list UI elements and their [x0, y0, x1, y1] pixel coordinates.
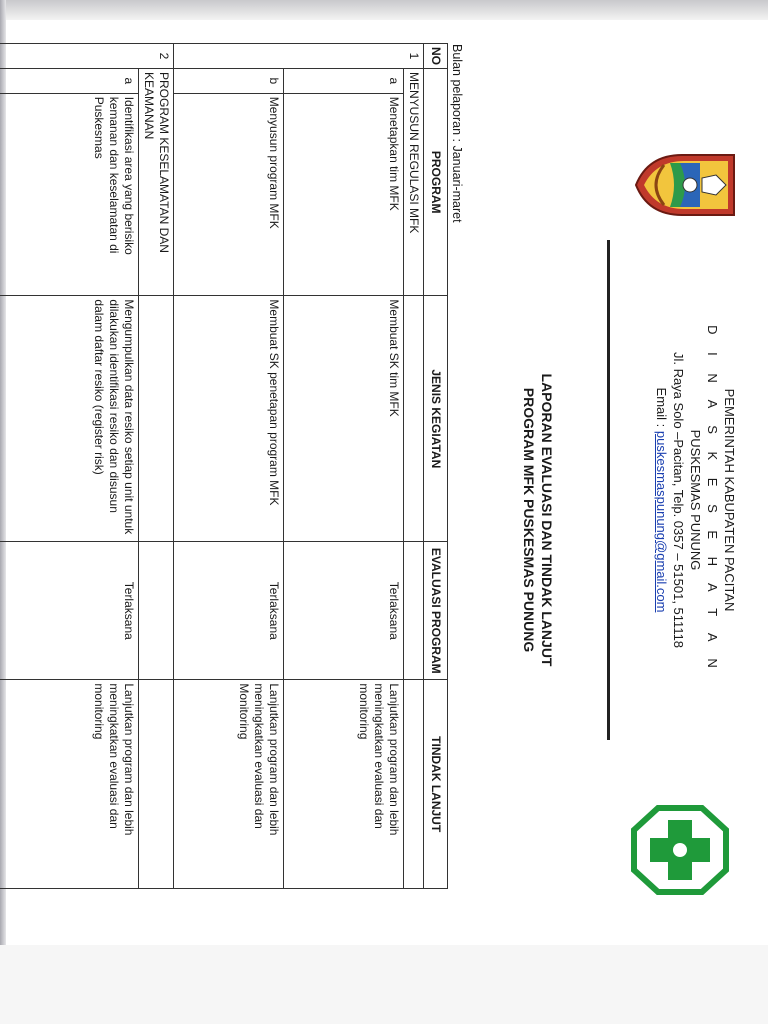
item-kegiatan: Mengumpulkan data resiko setiap unit untuk dilakukan identifikasi resiko dan disusun dalam daftar resiko (register risk) — [0, 296, 139, 542]
table-row — [0, 44, 139, 889]
section-row — [404, 44, 424, 889]
table-cell — [139, 680, 174, 889]
evaluation-table — [0, 43, 448, 889]
section-number: 2 — [0, 44, 174, 69]
item-tindak-lanjut: Lanjutkan program dan lebih meningkatkan evaluasi dan Monitoring — [174, 680, 284, 889]
puskesmas-green-cross-logo-icon — [630, 804, 730, 896]
col-header-no: NO — [424, 44, 448, 69]
section-title: PROGRAM KESELAMATAN DAN KEAMANAN — [139, 69, 174, 296]
item-program: Identifikasi area yang berisiko kemanan dan keselamatan di Puskesmas — [0, 93, 139, 296]
item-kegiatan: Membuat SK penetapan program MFK — [174, 296, 284, 542]
letterhead-email-row — [653, 240, 670, 760]
item-letter: a — [284, 69, 404, 94]
table-cell — [139, 296, 174, 542]
section-row — [139, 44, 174, 889]
col-header-evaluasi: EVALUASI PROGRAM — [424, 542, 448, 680]
table-row — [174, 44, 284, 889]
email-link[interactable]: puskesmaspunung@gmail.com — [654, 430, 669, 613]
letterhead-address: Jl. Raya Solo –Pacitan, Telp. 0357 – 51501, 511118 — [671, 351, 686, 649]
col-header-kegiatan: JENIS KEGIATAN — [424, 296, 448, 542]
table-cell — [139, 542, 174, 680]
col-header-program: PROGRAM — [424, 69, 448, 296]
item-program: Menetapkan tim MFK — [284, 93, 404, 296]
item-evaluasi: Terlaksana — [0, 542, 139, 680]
section-number: 1 — [174, 44, 424, 69]
letterhead-divider — [607, 240, 610, 740]
item-evaluasi: Terlaksana — [174, 542, 284, 680]
letterhead-department: D I N A S K E S E H A T A N — [705, 325, 720, 675]
letterhead — [653, 240, 738, 760]
item-letter: b — [174, 69, 284, 94]
item-program: Menyusun program MFK — [174, 93, 284, 296]
letterhead-government: PEMERINTAH KABUPATEN PACITAN — [722, 388, 737, 612]
col-header-tindak: TINDAK LANJUT — [424, 680, 448, 889]
table-header-row — [424, 44, 448, 889]
letterhead-institution: PUSKESMAS PUNUNG — [688, 429, 703, 571]
item-tindak-lanjut: Lanjutkan program dan lebih meningkatkan evaluasi dan monitoring — [0, 680, 139, 889]
email-label: Email : — [654, 387, 669, 431]
item-letter: a — [0, 69, 139, 94]
table-cell — [404, 296, 424, 542]
item-tindak-lanjut: Lanjutkan program dan lebih meningkatkan evaluasi dan monitoring — [284, 680, 404, 889]
table-row — [284, 44, 404, 889]
item-evaluasi: Terlaksana — [284, 542, 404, 680]
item-kegiatan: Membuat SK tim MFK — [284, 296, 404, 542]
report-period: Bulan pelaporan : Januari-maret — [450, 44, 464, 223]
section-title: MENYUSUN REGULASI MFK — [404, 69, 424, 296]
table-cell — [404, 542, 424, 680]
table-cell — [404, 680, 424, 889]
pacitan-regency-emblem-icon — [632, 145, 740, 225]
report-title-line1: LAPORAN EVALUASI DAN TINDAK LANJUT — [539, 373, 555, 667]
report-title — [520, 300, 556, 740]
report-title-line2: PROGRAM MFK PUSKESMAS PUNUNG — [521, 387, 537, 653]
